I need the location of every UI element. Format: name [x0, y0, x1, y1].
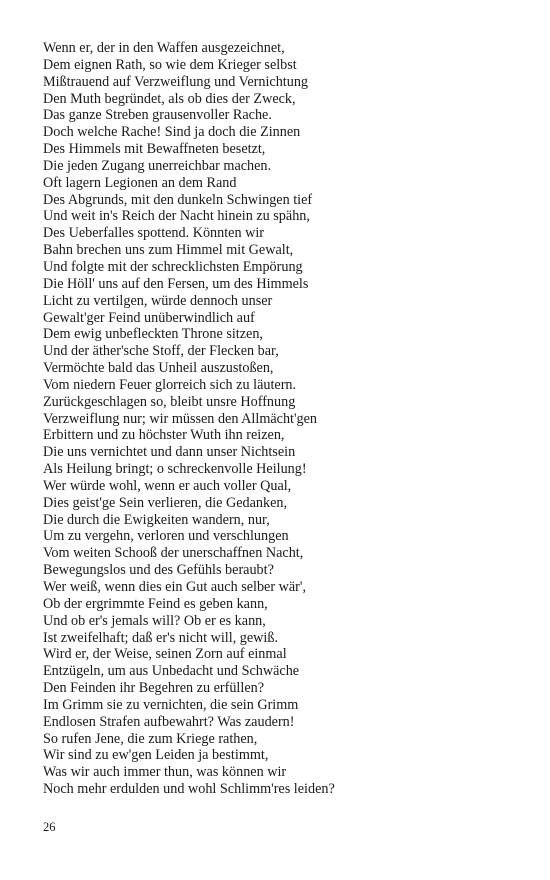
poem-line: Wer würde wohl, wenn er auch voller Qual,: [43, 477, 292, 494]
poem-line: Zurückgeschlagen so, bleibt unsre Hoffnung: [43, 393, 296, 410]
poem-text: [43, 40, 523, 798]
poem-line: Des Himmels mit Bewaffneten besetzt,: [43, 141, 266, 158]
poem-line: Dem eignen Rath, so wie dem Krieger selbst: [43, 56, 297, 73]
poem-line: Des Abgrunds, mit den dunkeln Schwingen tief: [43, 191, 313, 208]
poem-line: Was wir auch immer thun, was können wir: [43, 764, 287, 781]
poem-line: So rufen Jene, die zum Kriege rathen,: [43, 730, 258, 747]
poem-line: Das ganze Streben grausenvoller Rache.: [43, 107, 272, 124]
poem-line: Und der äther'sche Stoff, der Flecken bar,: [43, 343, 279, 360]
poem-line: Die Höll' uns auf den Fersen, um des Himmels: [43, 275, 309, 292]
poem-line: Um zu vergehn, verloren und verschlungen: [43, 528, 289, 545]
poem-line: Gewalt'ger Feind unüberwindlich auf: [43, 309, 255, 326]
poem-line: Vermöchte bald das Unheil auszustoßen,: [43, 360, 274, 377]
poem-line: Vom weiten Schooß der unerschaffnen Nacht,: [43, 545, 304, 562]
poem-line: Vom niedern Feuer glorreich sich zu läutern.: [43, 376, 297, 393]
poem-line: Bahn brechen uns zum Himmel mit Gewalt,: [43, 242, 294, 259]
poem-line: Des Ueberfalles spottend. Könnten wir: [43, 225, 265, 242]
poem-line: Erbittern und zu höchster Wuth ihn reizen,: [43, 427, 285, 444]
poem-line: Verzweiflung nur; wir müssen den Allmächt'gen: [43, 410, 318, 427]
poem-line: Oft lagern Legionen an dem Rand: [43, 174, 237, 191]
poem-line: Wir sind zu ew'gen Leiden ja bestimmt,: [43, 747, 269, 764]
poem-line: Und weit in's Reich der Nacht hinein zu spähn,: [43, 208, 310, 225]
poem-line: Als Heilung bringt; o schreckenvolle Heilung!: [43, 461, 307, 478]
poem-line: Wird er, der Weise, seinen Zorn auf einmal: [43, 646, 287, 663]
poem-line: Und folgte mit der schrecklichsten Empörung: [43, 258, 303, 275]
poem-line: Ist zweifelhaft; daß er's nicht will, gewiß.: [43, 629, 279, 646]
poem-line: Licht zu vertilgen, würde dennoch unser: [43, 292, 273, 309]
poem-line: Entzügeln, um aus Unbedacht und Schwäche: [43, 663, 300, 680]
poem-line: Noch mehr erdulden und wohl Schlimm'res leiden?: [43, 781, 335, 798]
poem-line: Dies geist'ge Sein verlieren, die Gedanken,: [43, 494, 288, 511]
poem-line: Die jeden Zugang unerreichbar machen.: [43, 157, 272, 174]
poem-line: Im Grimm sie zu vernichten, die sein Grimm: [43, 696, 299, 713]
poem-line: Endlosen Strafen aufbewahrt? Was zaudern!: [43, 713, 295, 730]
poem-line: Mißtrauend auf Verzweiflung und Vernichtung: [43, 73, 309, 90]
poem-line: Den Feinden ihr Begehren zu erfüllen?: [43, 680, 265, 697]
poem-line: Ob der ergrimmte Feind es geben kann,: [43, 595, 268, 612]
poem-line: Dem ewig unbefleckten Throne sitzen,: [43, 326, 263, 343]
page-number: 26: [43, 820, 56, 834]
poem-line: Den Muth begründet, als ob dies der Zweck,: [43, 90, 296, 107]
poem-line: Bewegungslos und des Gefühls beraubt?: [43, 562, 274, 579]
poem-line: Doch welche Rache! Sind ja doch die Zinnen: [43, 124, 301, 141]
poem-line: Wer weiß, wenn dies ein Gut auch selber wär',: [43, 579, 307, 595]
poem-line: Wenn er, der in den Waffen ausgezeichnet,: [43, 40, 285, 56]
poem-line: Die uns vernichtet und dann unser Nichtsein: [43, 444, 296, 461]
poem-line: Die durch die Ewigkeiten wandern, nur,: [43, 511, 270, 528]
poem-line: Und ob er's jemals will? Ob er es kann,: [43, 612, 266, 629]
